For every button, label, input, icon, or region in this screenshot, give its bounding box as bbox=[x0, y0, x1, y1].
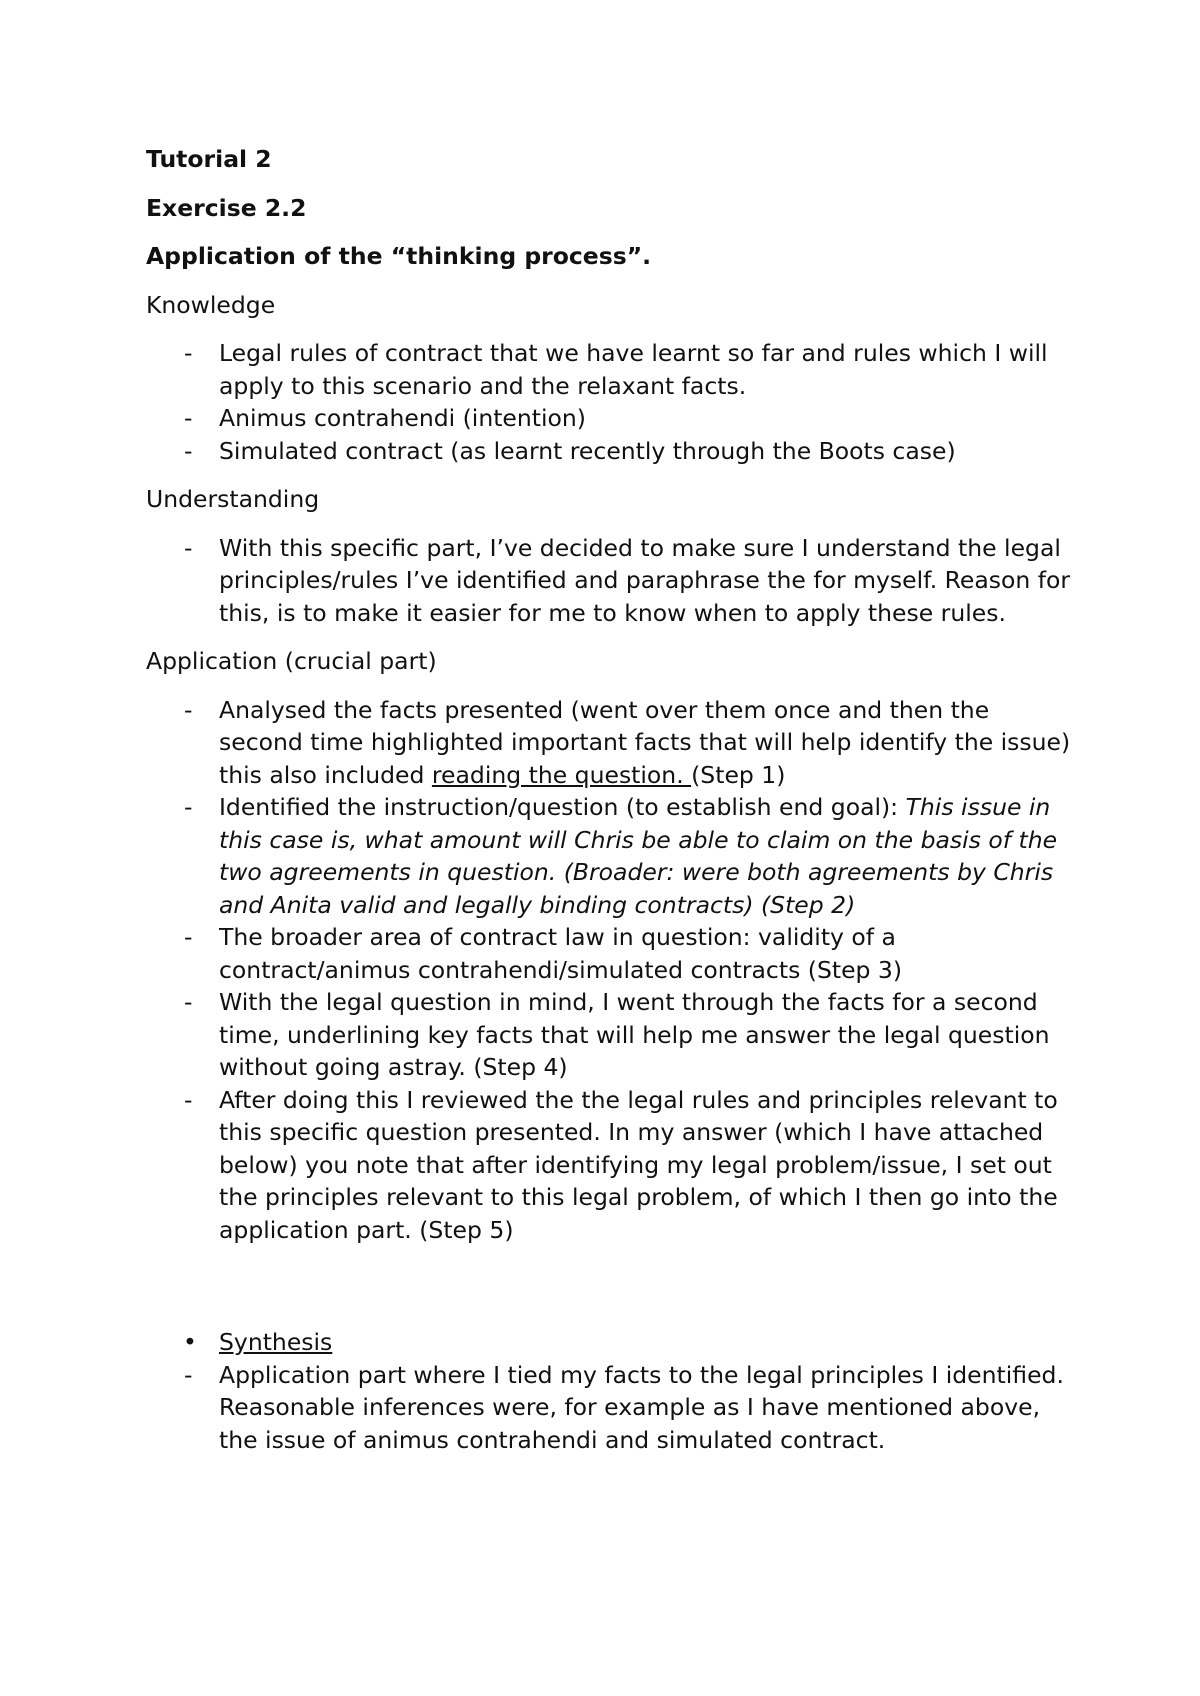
list-item: - Application part where I tied my facts to the legal principles I identified. Reasonable inferences were, for example as I have mentioned above, the issue of animus contrahendi and simulated contract. bbox=[146, 1359, 1076, 1457]
list-item-text: Analysed the facts presented (went over them once and then the second time highlighted important facts that will help identify the issue) this also included bbox=[219, 695, 1071, 789]
knowledge-list bbox=[146, 337, 1076, 467]
understanding-heading: Understanding bbox=[146, 485, 320, 513]
spacer bbox=[146, 1262, 1076, 1326]
list-item: - With the legal question in mind, I went through the facts for a second time, underlining key facts that will help me answer the legal question without going astray. (Step 4) bbox=[146, 986, 1076, 1084]
section-heading: Application of the “thinking process”. bbox=[146, 242, 652, 270]
step-label: (Step 1) bbox=[691, 760, 786, 789]
underlined-text: reading the question. bbox=[431, 760, 692, 789]
list-item: - The broader area of contract law in question: validity of a contract/animus contrahendi/simulated contracts (Step 3) bbox=[146, 921, 1076, 986]
list-item bbox=[146, 791, 1076, 921]
italic-text: This issue in this case is, what amount will Chris be able to claim on the basis of the two agreements in question. (Broader: were both agreements by Chris and Anita valid and legally binding contracts) (Step 2) bbox=[219, 793, 1058, 919]
list-item-text: Identified the instruction/question (to establish end goal): bbox=[219, 793, 906, 821]
application-list bbox=[146, 694, 1076, 1247]
document-body bbox=[146, 143, 1076, 1472]
list-item: - After doing this I reviewed the the legal rules and principles relevant to this specific question presented. In my answer (which I have attached below) you note that after identifying my legal problem/issue, I set out the principles relevant to this legal problem, of which I then go into the application part. (Step 5) bbox=[146, 1084, 1076, 1247]
synthesis-list bbox=[146, 1359, 1076, 1457]
list-item: - Animus contrahendi (intention) bbox=[146, 402, 1076, 435]
list-item: - Legal rules of contract that we have learnt so far and rules which I will apply to this scenario and the relaxant facts. bbox=[146, 337, 1076, 402]
list-item: - Simulated contract (as learnt recently through the Boots case) bbox=[146, 435, 1076, 468]
bullet-icon: • bbox=[183, 1328, 197, 1356]
synthesis-label: Synthesis bbox=[219, 1328, 333, 1356]
understanding-list bbox=[146, 532, 1076, 630]
list-item: - With this specific part, I’ve decided to make sure I understand the legal principles/rules I’ve identified and paraphrase the for myself. Reason for this, is to make it easier for me to know when to apply these rules. bbox=[146, 532, 1076, 630]
list-item bbox=[146, 694, 1076, 792]
synthesis-heading bbox=[146, 1326, 1076, 1359]
exercise-title: Exercise 2.2 bbox=[146, 193, 307, 222]
application-heading: Application (crucial part) bbox=[146, 647, 437, 675]
document-title: Tutorial 2 bbox=[146, 145, 272, 173]
knowledge-heading: Knowledge bbox=[146, 290, 276, 319]
